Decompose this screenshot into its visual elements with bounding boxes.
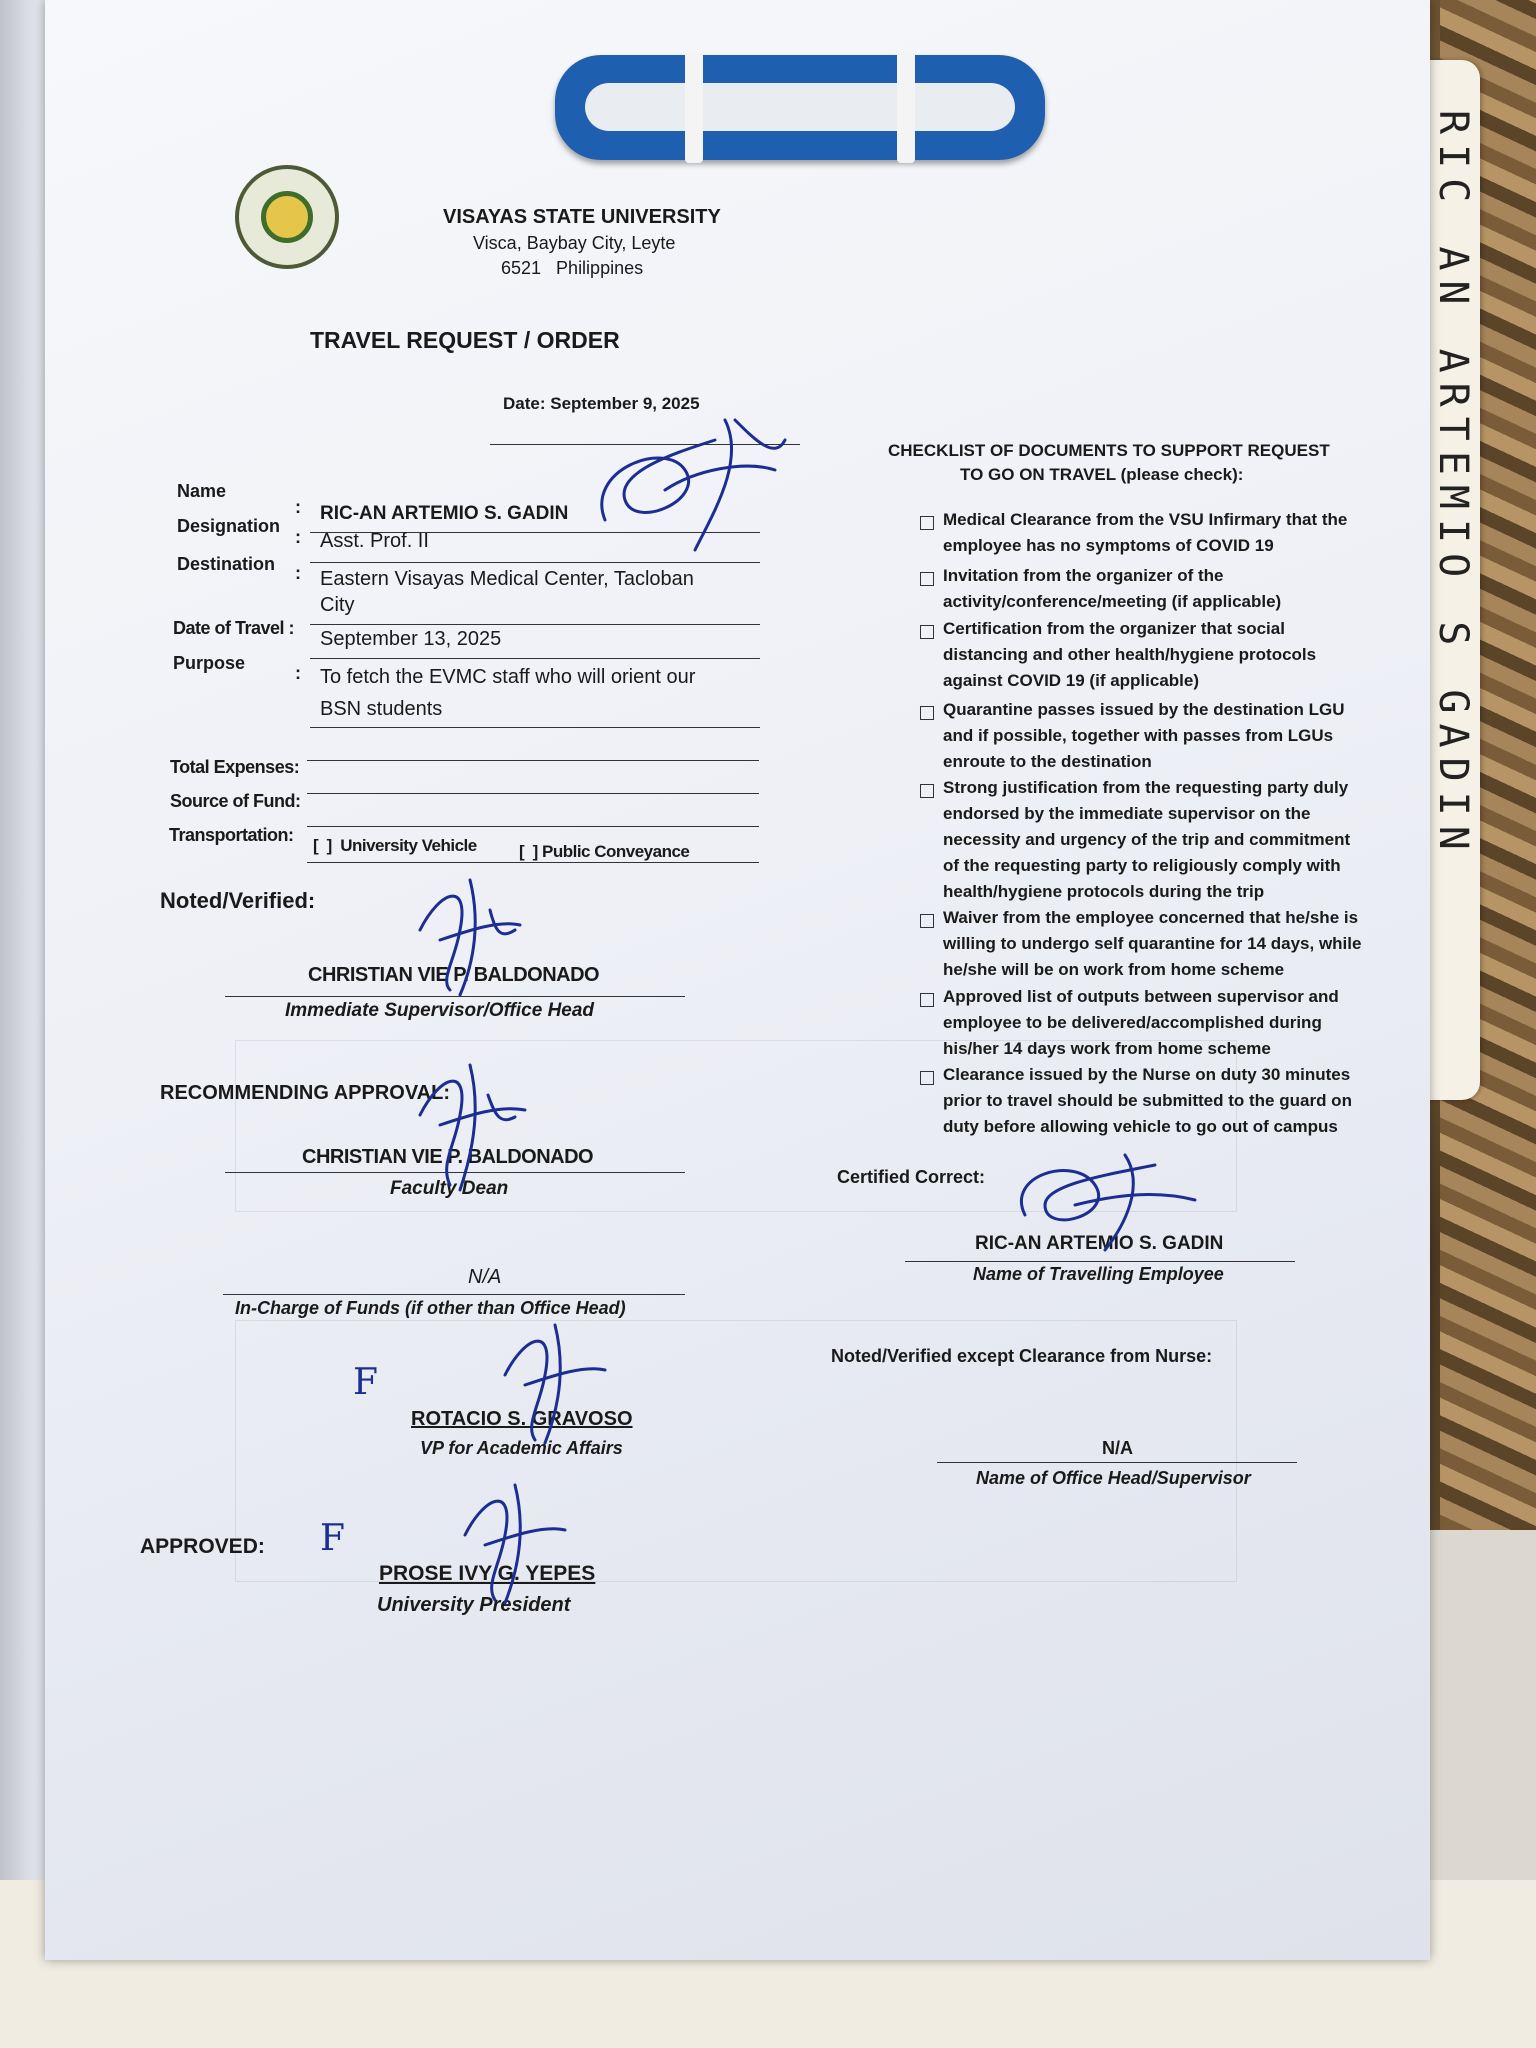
in-charge-value: N/A xyxy=(468,1266,502,1288)
university-country: 6521 Philippines xyxy=(501,258,644,278)
checklist-item-text: against COVID 19 (if applicable) xyxy=(943,671,1200,690)
date-of-travel-label: Date of Travel : xyxy=(173,618,295,638)
destination-line xyxy=(310,624,760,625)
signature-certified xyxy=(1005,1145,1205,1255)
checklist-item-text: willing to undergo self quarantine for 14 days, while xyxy=(943,934,1362,953)
checklist-title: CHECKLIST OF DOCUMENTS TO SUPPORT REQUEST xyxy=(888,441,1330,460)
checklist-item-text: Invitation from the organizer of the xyxy=(943,566,1224,585)
purpose-value-cont: BSN students xyxy=(320,698,443,720)
seal-emblem xyxy=(261,191,313,243)
form-title: TRAVEL REQUEST / ORDER xyxy=(310,327,620,353)
nurse-noted-value: N/A xyxy=(1102,1438,1133,1458)
checklist-item-text: necessity and urgency of the trip and commitment xyxy=(943,830,1351,849)
nurse-noted-line xyxy=(937,1462,1297,1463)
checklist-item-text: Clearance issued by the Nurse on duty 30 minutes xyxy=(943,1065,1351,1084)
form-date: Date: September 9, 2025 xyxy=(503,394,700,413)
president-role: University President xyxy=(377,1594,571,1616)
checklist-checkbox[interactable] xyxy=(920,572,934,586)
recommending-name: CHRISTIAN VIE P. BALDONADO xyxy=(302,1146,594,1168)
checklist-item-text: of the requesting party to religiously comply with xyxy=(943,856,1341,875)
vp-name: ROTACIO S. GRAVOSO xyxy=(411,1408,633,1430)
signature-president xyxy=(445,1475,575,1605)
checklist-checkbox[interactable] xyxy=(920,516,934,530)
checklist-checkbox[interactable] xyxy=(920,914,934,928)
transportation-line xyxy=(307,862,759,863)
checklist-item-text: Approved list of outputs between supervisor and xyxy=(943,987,1339,1006)
nurse-noted-label: Noted/Verified except Clearance from Nurse: xyxy=(831,1346,1213,1366)
signature-applicant xyxy=(575,400,815,580)
nurse-noted-role: Name of Office Head/Supervisor xyxy=(976,1468,1251,1488)
binder-clip-bar xyxy=(897,51,915,163)
binder-clip xyxy=(555,55,1045,160)
purpose-line-extra xyxy=(307,760,759,761)
in-charge-role: In-Charge of Funds (if other than Office Head) xyxy=(235,1298,626,1318)
president-name: PROSE IVY G. YEPES xyxy=(379,1562,596,1585)
recommending-role: Faculty Dean xyxy=(390,1178,509,1199)
checklist-item-text: employee has no symptoms of COVID 19 xyxy=(943,536,1274,555)
checklist-item-text: he/she will be on work from home scheme xyxy=(943,960,1285,979)
document-page xyxy=(45,0,1430,1960)
checklist-item-text: activity/conference/meeting (if applicable) xyxy=(943,592,1282,611)
certified-name: RIC-AN ARTEMIO S. GADIN xyxy=(975,1233,1224,1254)
designation-label: Designation xyxy=(177,516,281,536)
source-of-fund-line xyxy=(307,826,759,827)
purpose-colon: : xyxy=(295,663,301,683)
checklist-item-text: duty before allowing vehicle to go out of campus xyxy=(943,1117,1338,1136)
checklist-item-text: health/hygiene protocols during the trip xyxy=(943,882,1265,901)
checklist-item-text: and if possible, together with passes from LGUs xyxy=(943,726,1334,745)
checklist-item-text: distancing and other health/hygiene protocols xyxy=(943,645,1317,664)
certified-role: Name of Travelling Employee xyxy=(973,1264,1224,1284)
signature-dean xyxy=(400,1055,540,1195)
vp-role: VP for Academic Affairs xyxy=(420,1438,623,1458)
destination-colon: : xyxy=(295,563,301,583)
approved-label: APPROVED: xyxy=(140,1535,265,1558)
binder-clip-bar xyxy=(685,51,703,163)
checklist-item-text: enroute to the destination xyxy=(943,752,1152,771)
destination-label: Destination xyxy=(177,554,276,574)
folder-spine-label: RIC AN ARTEMIO S GADIN xyxy=(1430,110,1476,860)
checklist-item-text: his/her 14 days work from home scheme xyxy=(943,1039,1271,1058)
signature-supervisor xyxy=(400,870,540,1000)
checklist-checkbox[interactable] xyxy=(920,784,934,798)
university-name: VISAYAS STATE UNIVERSITY xyxy=(443,206,721,228)
designation-colon: : xyxy=(295,527,301,547)
certified-line xyxy=(905,1261,1295,1262)
name-label: Name xyxy=(177,481,227,501)
designation-value: Asst. Prof. II xyxy=(320,530,429,552)
vp-initial: F xyxy=(353,1362,378,1403)
in-charge-line xyxy=(223,1294,685,1295)
checklist-checkbox[interactable] xyxy=(920,1071,934,1085)
purpose-line xyxy=(310,727,760,728)
approved-initial: F xyxy=(320,1518,345,1559)
purpose-label: Purpose xyxy=(173,653,246,673)
checklist-item-text: Medical Clearance from the VSU Infirmary that the xyxy=(943,510,1348,529)
checklist-item-text: endorsed by the immediate supervisor on the xyxy=(943,804,1311,823)
checklist-item-text: Strong justification from the requesting party duly xyxy=(943,778,1349,797)
certified-correct-label: Certified Correct: xyxy=(837,1167,986,1187)
date-of-travel-value: September 13, 2025 xyxy=(320,628,502,650)
university-address: Visca, Baybay City, Leyte xyxy=(473,233,676,253)
source-of-fund-label: Source of Fund: xyxy=(170,791,301,811)
checklist-item-text: Waiver from the employee concerned that he/she is xyxy=(943,908,1359,927)
binder-clip-slot xyxy=(585,83,1015,131)
transportation-label: Transportation: xyxy=(169,825,294,845)
checklist-subtitle: TO GO ON TRAVEL (please check): xyxy=(960,465,1244,484)
checklist-item-text: employee to be delivered/accomplished during xyxy=(943,1013,1322,1032)
noted-verified-label: Noted/Verified: xyxy=(160,888,316,913)
checklist-checkbox[interactable] xyxy=(920,706,934,720)
transport-option-public-conveyance[interactable]: [ ] Public Conveyance xyxy=(519,842,690,861)
name-value: RIC-AN ARTEMIO S. GADIN xyxy=(320,503,569,524)
total-expenses-line xyxy=(307,793,759,794)
university-seal xyxy=(235,165,339,269)
checklist-checkbox[interactable] xyxy=(920,993,934,1007)
checklist-item-text: Certification from the organizer that social xyxy=(943,619,1285,638)
destination-value-cont: City xyxy=(320,594,355,616)
noted-verified-name: CHRISTIAN VIE P. BALDONADO xyxy=(308,964,600,986)
recommending-approval-label: RECOMMENDING APPROVAL: xyxy=(160,1082,450,1104)
purpose-value: To fetch the EVMC staff who will orient our xyxy=(320,666,696,688)
transport-option-university-vehicle[interactable]: [ ] University Vehicle xyxy=(313,836,477,855)
checklist-item-text: prior to travel should be submitted to the guard on xyxy=(943,1091,1352,1110)
noted-verified-role: Immediate Supervisor/Office Head xyxy=(285,1000,595,1021)
name-colon: : xyxy=(295,497,301,517)
date-of-travel-line xyxy=(310,658,760,659)
total-expenses-label: Total Expenses: xyxy=(170,757,300,777)
checklist-item-text: Quarantine passes issued by the destination LGU xyxy=(943,700,1345,719)
signature-vp xyxy=(485,1315,615,1445)
destination-value: Eastern Visayas Medical Center, Tacloban xyxy=(320,568,694,590)
checklist-checkbox[interactable] xyxy=(920,625,934,639)
